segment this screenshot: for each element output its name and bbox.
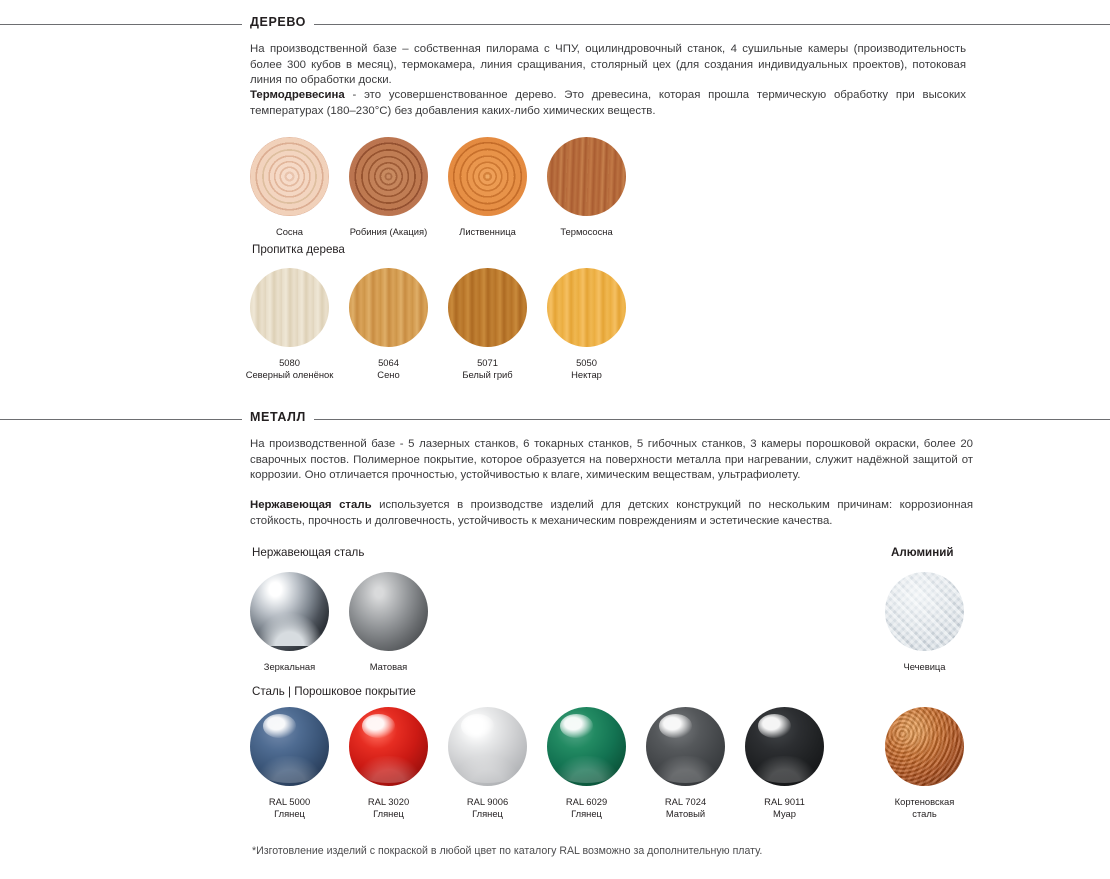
swatch-label	[438, 357, 537, 380]
swatch-label: Лиственница	[459, 226, 516, 237]
swatch-disc-mirror	[250, 572, 329, 651]
swatch-label: Сосна	[275, 226, 304, 237]
aluminium-row	[875, 572, 974, 673]
divider-right	[314, 419, 1110, 420]
wood-paragraph-2-rest: - это усовершенствованное дерево. Это древесина, которая прошла термическую обработку при высоких температурах (180–230°С) без добавления каких-либо химических веществ.	[250, 89, 966, 117]
swatch-finish: Муар	[773, 807, 796, 819]
swatch-subname: Белый гриб	[462, 368, 513, 380]
metal-paragraph-1: На производственной базе - 5 лазерных станков, 6 токарных станков, 5 гибочных станков, 3 камеры порошковой окраски, более 20 сварочных постов. Полимерное покрытие, которое образуется на поверхности металла при нагревании, служит надёжной защитой от коррозии. Оно отличается прочностью, устойчивостью к влаге, химическим веществам, ультрафиолету.	[250, 438, 973, 482]
swatch-corten[interactable]	[875, 707, 974, 819]
swatch-larch[interactable]	[438, 137, 537, 238]
swatch-label	[240, 357, 339, 380]
corten-row	[875, 707, 974, 819]
swatch-disc-5050	[547, 268, 626, 347]
swatch-code: RAL 3020	[367, 796, 410, 807]
swatch-ral-9006[interactable]	[438, 707, 537, 819]
swatch-ral-3020[interactable]	[339, 707, 438, 819]
swatch-label	[735, 796, 834, 819]
divider-left	[0, 419, 242, 420]
swatch-sosna[interactable]	[240, 137, 339, 238]
swatch-5050[interactable]	[537, 268, 636, 380]
swatch-label	[636, 796, 735, 819]
swatch-code: 5064	[378, 357, 399, 368]
swatch-finish: Матовый	[665, 807, 706, 819]
subsection-label-aluminium: Алюминий	[891, 546, 954, 559]
section-title-wood: ДЕРЕВО	[250, 15, 306, 29]
swatch-mirror[interactable]	[240, 572, 339, 673]
swatch-label	[339, 796, 438, 819]
metal-paragraph-2	[250, 498, 973, 529]
swatch-code: RAL 5000	[268, 796, 311, 807]
swatch-disc-ral-6029	[547, 707, 626, 786]
subsection-label-powder-coating: Сталь | Порошковое покрытие	[252, 685, 416, 698]
powder-coating-row	[240, 707, 834, 819]
swatch-disc-aluminium	[885, 572, 964, 651]
swatch-finish: Глянец	[373, 807, 404, 819]
subsection-label-wood-impregnation: Пропитка дерева	[252, 243, 345, 256]
section-header-metal	[0, 410, 1110, 424]
divider-left	[0, 24, 242, 25]
wood-paragraph-2	[250, 88, 966, 119]
swatch-subname: Северный оленёнок	[245, 368, 334, 380]
swatch-subname: Сено	[377, 368, 400, 380]
swatch-label	[537, 357, 636, 380]
swatch-code: RAL 9011	[764, 796, 805, 807]
swatch-disc-5080	[250, 268, 329, 347]
swatch-robinia[interactable]	[339, 137, 438, 238]
swatch-5071[interactable]	[438, 268, 537, 380]
swatch-name-line2: сталь	[912, 807, 937, 819]
swatch-label: Матовая	[369, 661, 408, 672]
swatch-label: Зеркальная	[263, 661, 316, 672]
swatch-disc-larch	[448, 137, 527, 216]
swatch-finish: Глянец	[274, 807, 305, 819]
swatch-label: Термососна	[560, 226, 613, 237]
swatch-disc-ral-9011	[745, 707, 824, 786]
swatch-label	[875, 796, 974, 819]
swatch-ral-9011[interactable]	[735, 707, 834, 819]
swatch-5064[interactable]	[339, 268, 438, 380]
subsection-label-stainless: Нержавеющая сталь	[252, 546, 365, 559]
swatch-label: Чечевица	[903, 661, 946, 672]
swatch-label	[438, 796, 537, 819]
swatch-disc-corten	[885, 707, 964, 786]
swatch-code: 5080	[279, 357, 300, 368]
divider-right	[314, 24, 1110, 25]
section-header-wood	[0, 15, 1110, 29]
swatch-code: RAL 7024	[664, 796, 707, 807]
swatch-ral-5000[interactable]	[240, 707, 339, 819]
swatch-disc-ral-7024	[646, 707, 725, 786]
swatch-subname: Нектар	[571, 368, 602, 380]
swatch-code: 5071	[477, 357, 498, 368]
swatch-label	[240, 796, 339, 819]
swatch-5080[interactable]	[240, 268, 339, 380]
wood-impregnation-row	[240, 268, 636, 380]
swatch-disc-termososna	[547, 137, 626, 216]
swatch-finish: Глянец	[472, 807, 503, 819]
swatch-matte[interactable]	[339, 572, 438, 673]
swatch-disc-5064	[349, 268, 428, 347]
swatch-finish: Глянец	[571, 807, 602, 819]
swatch-disc-robinia	[349, 137, 428, 216]
swatch-label	[339, 357, 438, 380]
swatch-ral-7024[interactable]	[636, 707, 735, 819]
swatch-name-line1: Кортеновская	[894, 796, 955, 807]
swatch-label: Робиния (Акация)	[349, 226, 428, 237]
swatch-termososna[interactable]	[537, 137, 636, 238]
footnote-ral: *Изготовление изделий с покраской в любой цвет по каталогу RAL возможно за дополнительную плату.	[252, 845, 763, 857]
wood-paragraph-2-lead: Термодревесина	[250, 89, 345, 101]
stainless-row	[240, 572, 438, 673]
swatch-disc-ral-5000	[250, 707, 329, 786]
metal-paragraph-2-lead: Нержавеющая сталь	[250, 499, 372, 511]
swatch-disc-ral-3020	[349, 707, 428, 786]
swatch-code: RAL 9006	[466, 796, 509, 807]
metal-paragraph-2-rest: используется в производстве изделий для детских конструкций по нескольким причинам: коррозионная стойкость, прочность и долговечность, устойчивость к механическим повреждениям и эстетические качества.	[250, 499, 973, 527]
swatch-aluminium-lentil[interactable]	[875, 572, 974, 673]
swatch-label	[537, 796, 636, 819]
swatch-disc-ral-9006	[448, 707, 527, 786]
swatch-disc-5071	[448, 268, 527, 347]
swatch-disc-sosna	[250, 137, 329, 216]
wood-species-row	[240, 137, 636, 238]
swatch-disc-matte	[349, 572, 428, 651]
swatch-code: 5050	[576, 357, 597, 368]
section-title-metal: МЕТАЛЛ	[250, 410, 306, 424]
wood-paragraph-1: На производственной базе – собственная пилорама с ЧПУ, оцилиндровочный станок, 4 сушильные камеры (производительность более 300 кубов в месяц), термокамера, линия сращивания, столярный цех (для создания индивидуальных проектов), потоковая линия по обработки доски.	[250, 43, 966, 87]
swatch-ral-6029[interactable]	[537, 707, 636, 819]
swatch-code: RAL 6029	[565, 796, 608, 807]
